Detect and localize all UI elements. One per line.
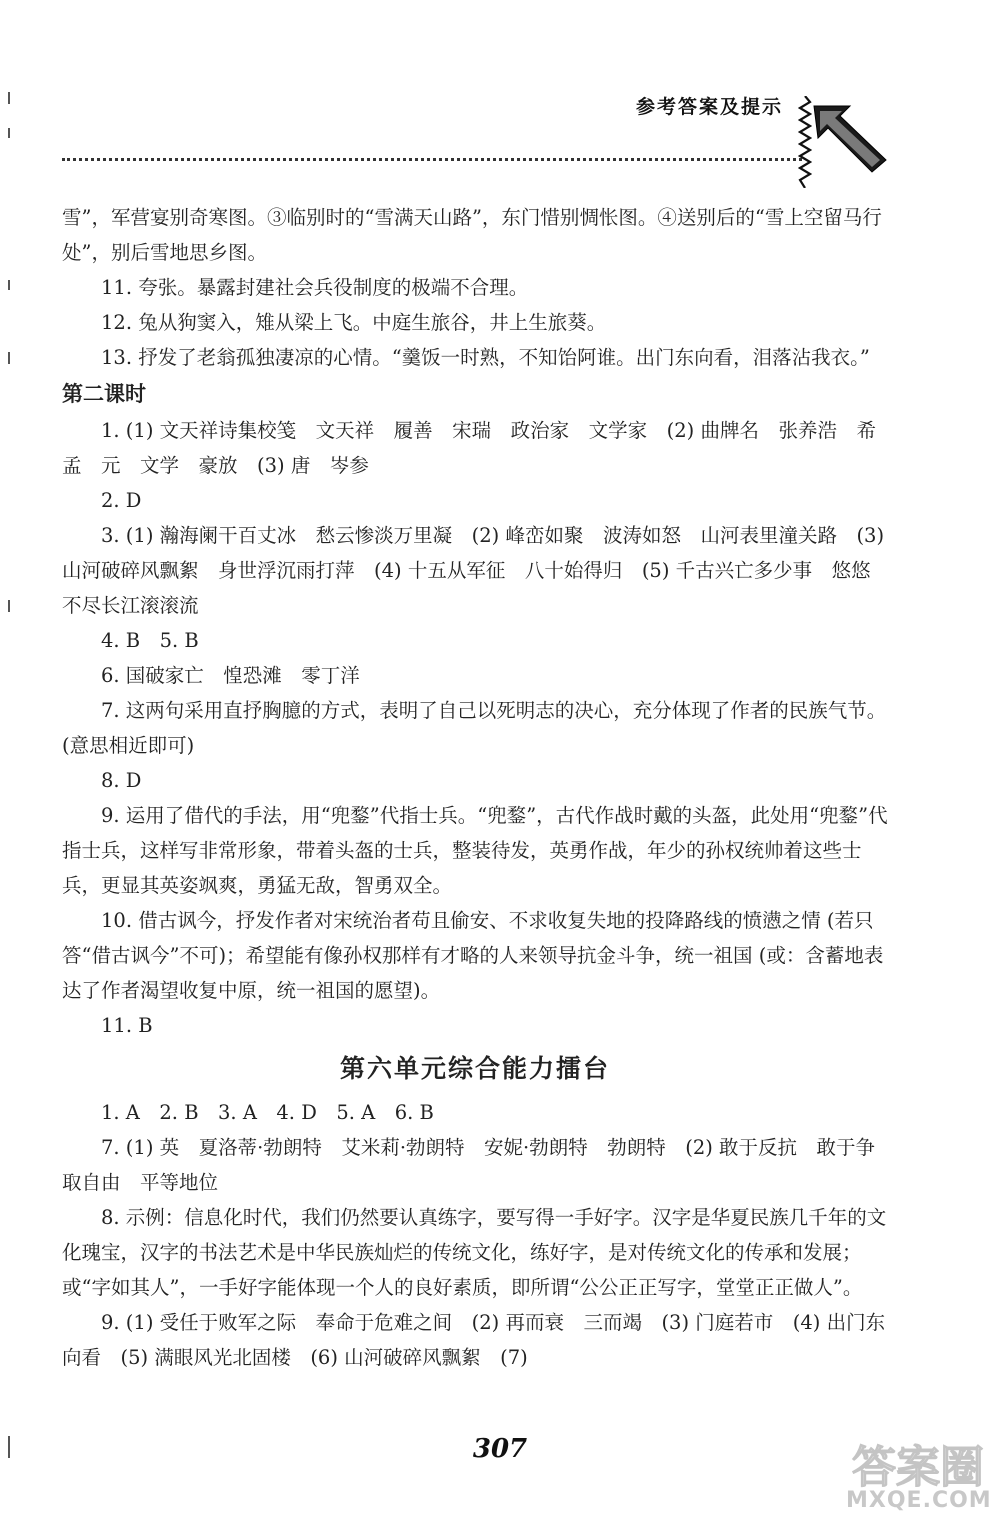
answer-line: 4. B 5. B bbox=[101, 629, 199, 652]
answer-line: 11. B bbox=[101, 1014, 153, 1037]
scan-edge-mark bbox=[8, 600, 10, 612]
answer-line: 1. (1) 文天祥诗集校笺 文天祥 履善 宋瑞 政治家 文学家 (2) 曲牌名 张养浩 希孟 元 文学 豪放 (3) 唐 岑参 bbox=[62, 419, 876, 477]
scan-edge-mark bbox=[8, 280, 10, 290]
answer-content bbox=[62, 200, 891, 1375]
answer-line: 12. 兔从狗窦入，雉从梁上飞。中庭生旅谷，井上生旅葵。 bbox=[101, 311, 607, 334]
scan-edge-mark bbox=[8, 352, 10, 364]
watermark-logo-text: 答案圈 bbox=[852, 1442, 984, 1493]
answer-line: 9. 运用了借代的手法，用“兜鍪”代指士兵。“兜鍪”，古代作战时戴的头盔，此处用“兜鍪”代指士兵，这样写非常形象，带着头盔的士兵，整装待发，英勇作战，年少的孙权统帅着这些士兵，更显其英姿飒爽，勇猛无敌，智勇双全。 bbox=[62, 804, 888, 897]
page-number: 307 bbox=[472, 1434, 528, 1464]
answer-line: 11. 夸张。暴露封建社会兵役制度的极端不合理。 bbox=[101, 276, 529, 299]
answer-line: 10. 借古讽今，抒发作者对宋统治者苟且偷安、不求收复失地的投降路线的愤懑之情 (若只答“借古讽今”不可)；希望能有像孙权那样有才略的人来领导抗金斗争，统一祖国 (或：含蓄地表达了作者渴望收复中原，统一祖国的愿望)。 bbox=[62, 909, 884, 1002]
answer-line: 7. 这两句采用直抒胸臆的方式，表明了自己以死明志的决心，充分体现了作者的民族气节。(意思相近即可) bbox=[62, 699, 887, 757]
scan-edge-mark bbox=[8, 128, 10, 138]
header-title: 参考答案及提示 bbox=[636, 96, 784, 118]
answer-line: 6. 国破家亡 惶恐滩 零丁洋 bbox=[101, 664, 360, 687]
scan-edge-mark bbox=[8, 92, 10, 104]
page-header bbox=[0, 0, 1000, 190]
dotted-divider bbox=[62, 158, 802, 161]
answer-line: 13. 抒发了老翁孤独凄凉的心情。“羹饭一时熟，不知饴阿谁。出门东向看，泪落沾我衣。” bbox=[101, 346, 870, 369]
answer-line: 雪”，军营宴别奇寒图。③临别时的“雪满天山路”，东门惜别惆怅图。④送别后的“雪上空留马行处”，别后雪地思乡图。 bbox=[62, 206, 882, 264]
answer-line: 2. D bbox=[101, 489, 142, 512]
watermark-text: MXQE.COM bbox=[846, 1488, 992, 1513]
section-heading: 第二课时 bbox=[62, 382, 146, 406]
answer-line: 9. (1) 受任于败军之际 奉命于危难之间 (2) 再而衰 三而竭 (3) 门庭若市 (4) 出门东向看 (5) 满眼风光北固楼 (6) 山河破碎风飘絮 (7) bbox=[62, 1311, 886, 1369]
answer-line: 8. 示例：信息化时代，我们仍然要认真练字，要写得一手好字。汉字是华夏民族几千年的文化瑰宝，汉字的书法艺术是中华民族灿烂的传统文化，练好字，是对传统文化的传承和发展；或“字如其人”，一手好字能体现一个人的良好素质，即所谓“公公正正写字，堂堂正正做人”。 bbox=[62, 1206, 887, 1299]
arrow-icon bbox=[810, 100, 890, 176]
answer-line: 8. D bbox=[101, 769, 142, 792]
unit-title: 第六单元综合能力擂台 bbox=[339, 1054, 610, 1083]
answer-line: 7. (1) 英 夏洛蒂·勃朗特 艾米莉·勃朗特 安妮·勃朗特 勃朗特 (2) 敢于反抗 敢于争取自由 平等地位 bbox=[62, 1136, 876, 1194]
answer-line: 1. A 2. B 3. A 4. D 5. A 6. B bbox=[101, 1101, 434, 1124]
answer-line: 3. (1) 瀚海阑干百丈冰 愁云惨淡万里凝 (2) 峰峦如聚 波涛如怒 山河表里潼关路 (3) 山河破碎风飘絮 身世浮沉雨打萍 (4) 十五从军征 八十始得归 (5) 千古兴亡多少事 悠悠 不尽长江滚滚流 bbox=[62, 524, 891, 617]
